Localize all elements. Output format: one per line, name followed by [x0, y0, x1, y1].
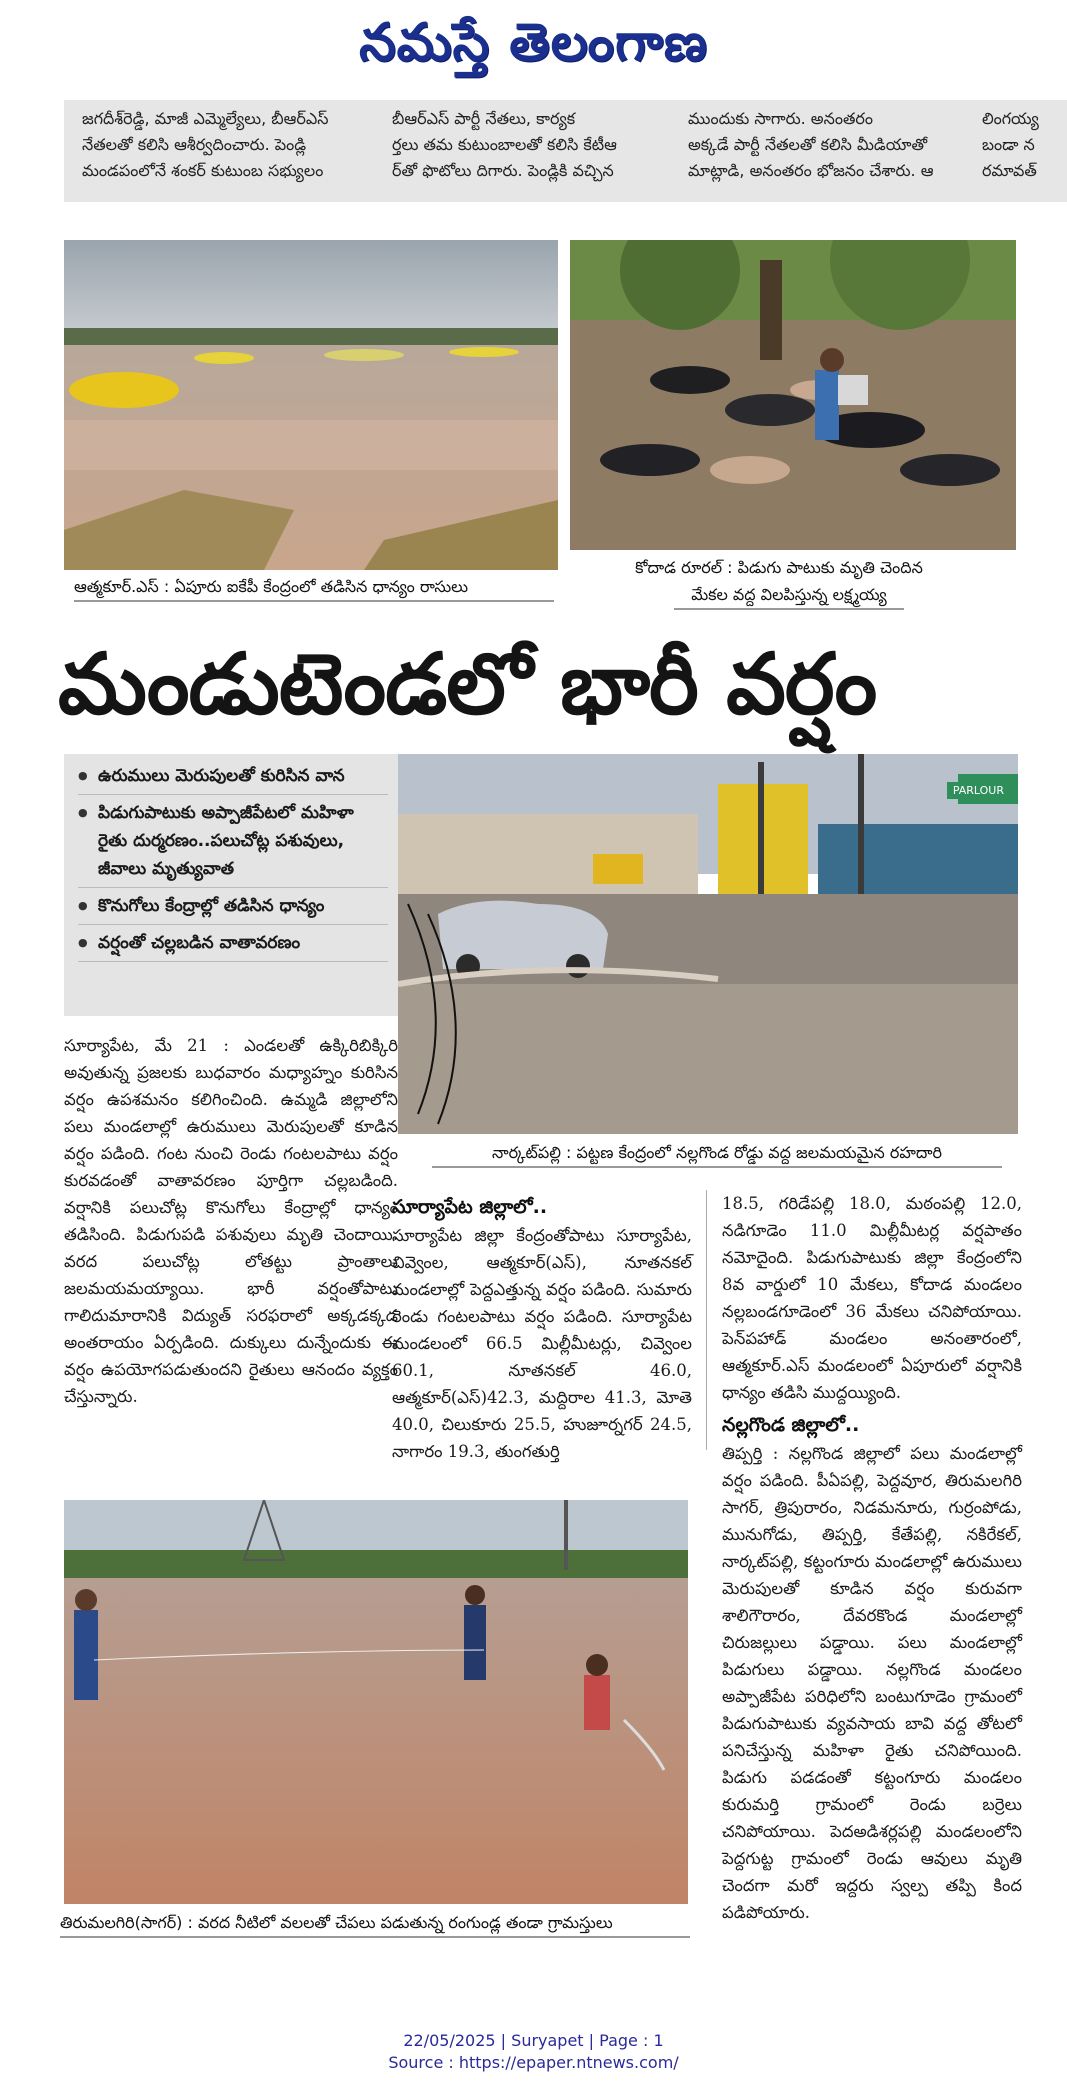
strip-column-2 — [392, 106, 678, 184]
suryapet-subheading: సూర్యాపేట జిల్లాలో.. — [392, 1196, 548, 1218]
main-headline: మండుటెండలో భారీ వర్షం — [58, 635, 877, 733]
highlights-box — [64, 754, 398, 1016]
goats-caption-line-2: మేకల వద్ద విలపిస్తున్న లక్ష్మయ్య — [674, 582, 904, 610]
strip-line: బండా న — [982, 135, 1035, 154]
strip-line: నేతలతో కలిసి ఆశీర్వదించారు. పెండ్లి — [82, 135, 307, 154]
suryapet-text: సూర్యాపేట జిల్లా కేంద్రంతోపాటు సూర్యాపేట, చివ్వెంల, ఆత్మకూర్(ఎస్), నూతనకల్ మండలాల్లో పెద్దఎత్తున్న వర్షం పడింది. సుమారు రెండు గంటలపాటు వర్షం పడింది. సూర్యాపేట మండలంలో 66.5 మిల్లీమీటర్లు, చివ్వెంల 60.1, నూతనకల్ 46.0, ఆత్మకూర్(ఎస్)42.3, మద్దిరాల 41.3, మోతె 40.0, చిలుకూరు 25.5, హుజూర్నగర్ 24.5, నాగారం 19.3, తుంగతుర్తి — [392, 1226, 692, 1461]
photo-fishing-flood — [64, 1500, 688, 1904]
nalgonda-subheading: నల్లగొండ జిల్లాలో.. — [722, 1414, 860, 1436]
strip-line: బీఆర్‌ఎస్ పార్టీ నేతలు, కార్యక — [392, 109, 576, 128]
strip-line: అక్కడే పార్టీ నేతలతో కలిసి మీడియాతో — [688, 135, 928, 154]
strip-line: మండపంలోనే శంకర్ కుటుంబ సభ్యులం — [82, 161, 324, 180]
fishing-flood-image — [64, 1500, 688, 1904]
dead-goats-image — [570, 240, 1016, 550]
strip-line: రమావత్ — [982, 161, 1037, 180]
nalgonda-text: తిప్పర్తి : నల్లగొండ జిల్లాలో పలు మండలాల్లో వర్షం పడింది. పీఏపల్లి, పెద్దవూర, తిరుమలగిరి సాగర్, త్రిపురారం, నిడమనూరు, గుర్రంపోడు, మునుగోడు, తిప్పర్తి, కేతేపల్లి, నకిరేకల్, నార్కట్‌పల్లి, కట్టంగూరు మండలాల్లో ఉరుములు మెరుపులతో కూడిన వర్షం కురువగా శాలిగౌరారం, దేవరకొండ మండలాల్లో చిరుజల్లులు పడ్డాయి. పలు మండలాల్లో పిడుగులు పడ్డాయి. నల్లగొండ మండలం అప్పాజీపేట పరిధిలోని బంటుగూడెం గ్రామంలో పిడుగుపాటుకు వ్యవసాయ బావి వద్ద తోటలో పనిచేస్తున్న మహిళా రైతు చనిపోయింది. పిడుగు పడడంతో కట్టంగూరు మండలం కురుమర్తి గ్రామంలో రెండు బర్రెలు చనిపోయాయి. పెదఅడిశర్లపల్లి మండలంలోని పెద్దగుట్ట గ్రామంలో రెండు ఆవులు మృతి చెందగా మరో ఇద్దరు స్వల్ప తప్పి కింద పడిపోయారు. — [722, 1444, 1022, 1922]
flooded-road-image — [398, 754, 1018, 1134]
strip-line: ముందుకు సాగారు. అనంతరం — [688, 109, 874, 128]
right-column — [722, 1190, 1022, 1926]
strip-column-3 — [688, 106, 972, 184]
strip-line: ర్తలు తమ కుటుంబాలతో కలిసి కేటీఆ — [392, 135, 617, 154]
newspaper-logo: నమస్తే తెలంగాణ — [359, 13, 708, 73]
highlight-item: ● ఉరుములు మెరుపులతో కురిసిన వాన — [78, 762, 388, 795]
grain-photo-caption: ఆత్మకూర్.ఎస్ : ఏపూరు ఐకేపీ కేంద్రంలో తడిసిన ధాన్యం రాసులు — [74, 574, 554, 602]
fishing-photo-caption: తిరుమలగిరి(సాగర్) : వరద నీటిలో వలలతో చేపలు పడుతున్న రంగుండ్ల తండా గ్రామస్తులు — [60, 1910, 690, 1938]
strip-line: ర్‌తో ఫొటోలు దిగారు. పెండ్లికి వచ్చిన — [392, 161, 614, 180]
wet-grain-image — [64, 240, 558, 570]
top-article-strip — [64, 100, 1067, 202]
article-intro-column — [64, 1032, 398, 1410]
photo-flooded-road — [398, 754, 1018, 1134]
highlight-item: ● కొనుగోలు కేంద్రాల్లో తడిసిన ధాన్యం — [78, 892, 388, 925]
strip-line: మాట్లాడి, అనంతరం భోజనం చేశారు. ఆ — [688, 161, 934, 180]
highlight-item: ● పిడుగుపాటుకు అప్పాజీపేటలో మహిళా రైతు దుర్మరణం..పలుచోట్ల పశువులు, జీవాలు మృత్యువాత — [78, 799, 388, 888]
footer-date-page: 22/05/2025 | Suryapet | Page : 1 — [403, 2031, 664, 2050]
masthead — [0, 8, 1067, 78]
strip-column-4 — [982, 106, 1067, 184]
rainfall-text: 18.5, గరిడేపల్లి 18.0, మఠంపల్లి 12.0, నడిగూడెం 11.0 మిల్లీమీటర్ల వర్షపాతం నమోదైంది. పిడుగుపాటుకు జిల్లా కేంద్రంలోని 8వ వార్డులో 10 మేకలు, కోదాడ మండలం నల్లబండగూడెంలో 36 మేకలు చనిపోయాయి. పెన్‌పహాడ్ మండలం అనంతారంలో, ఆత్మకూర్.ఎస్ మండలంలో ఏపూరులో వర్షానికి ధాన్యం తడిసి ముద్దయ్యింది. — [722, 1194, 1022, 1402]
highlight-item: ● వర్షంతో చల్లబడిన వాతావరణం — [78, 929, 388, 962]
shop-sign: PARLOUR — [947, 782, 1010, 799]
footer-source-link[interactable]: Source : https://epaper.ntnews.com/ — [388, 2053, 679, 2072]
road-photo-caption: నార్కట్‌పల్లి : పట్టణ కేంద్రంలో నల్లగొండ రోడ్డు వద్ద జలమయమైన రహదారి — [432, 1140, 1002, 1168]
suryapet-column — [392, 1192, 692, 1465]
photo-dead-goats — [570, 240, 1016, 550]
goats-caption-line-1: కోదాడ రూరల్ : పిడుగు పాటుకు మృతి చెందిన — [635, 558, 923, 577]
article-intro: సూర్యాపేట, మే 21 : ఎండలతో ఉక్కిరిబిక్కిరి అవుతున్న ప్రజలకు బుధవారం మధ్యాహ్నం కురిసిన వర్షం ఉపశమనం కలిగించింది. ఉమ్మడి జిల్లాలోని పలు మండలాల్లో ఉరుములు మెరుపులతో కూడిన వర్షం పడింది. గంట నుంచి రెండు గంటలపాటు వర్షం కురవడంతో వాతావరణం పూర్తిగా చల్లబడింది. వర్షానికి పలుచోట్ల కొనుగోలు కేంద్రాల్లో ధాన్యం తడిసింది. పిడుగుపడి పశువులు మృతి చెందాయి. వరద పలుచోట్ల లోతట్టు ప్రాంతాలు జలమయమయ్యాయి. భారీ వర్షంతోపాటు గాలిదుమారానికి విద్యుత్ సరఫరాలో అక్కడక్కడ అంతరాయం ఏర్పడింది. దుక్కులు దున్నేందుకు ఈ వర్షం ఉపయోగపడుతుందని రైతులు ఆనందం వ్యక్తం చేస్తున్నారు. — [64, 1036, 398, 1406]
column-divider — [706, 1190, 707, 1450]
strip-line: జగదీశ్‌రెడ్డి, మాజీ ఎమ్మెల్యేలు, బీఆర్‌ఎస్ — [82, 109, 329, 128]
photo-wet-grain — [64, 240, 558, 570]
strip-column-1 — [82, 106, 382, 184]
strip-line: లింగయ్య — [982, 109, 1039, 128]
